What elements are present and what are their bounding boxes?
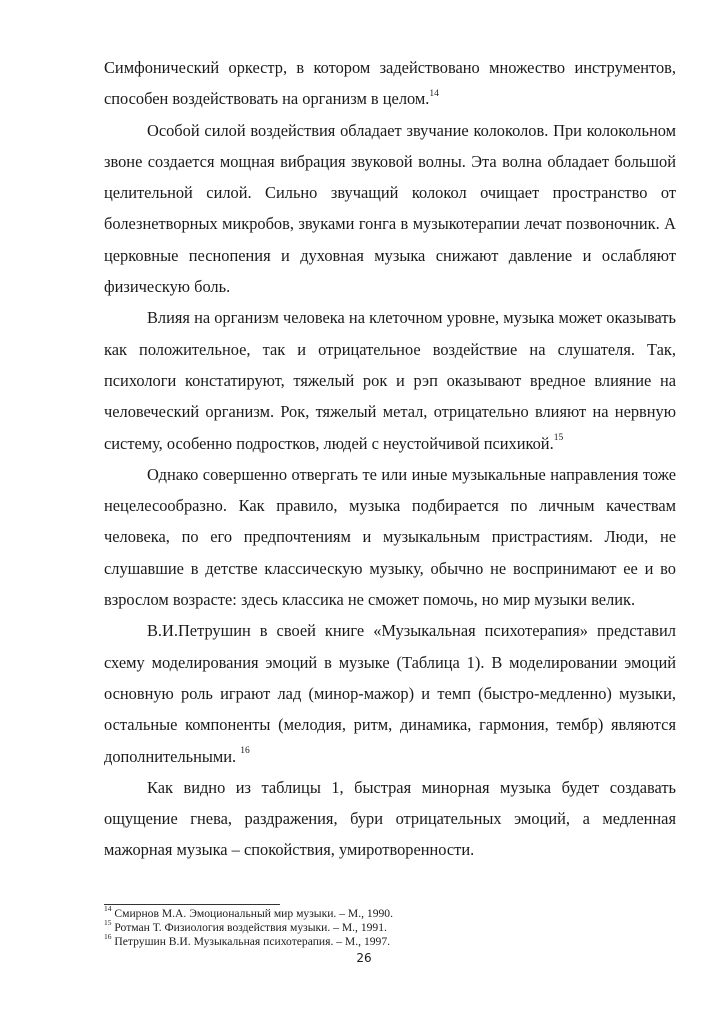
- footnote-ref-15: 15: [553, 433, 564, 444]
- body-text: [104, 52, 676, 866]
- footnote-separator: [104, 904, 280, 905]
- footnote-number: 14: [104, 904, 112, 914]
- footnote-ref-14: 14: [429, 88, 439, 99]
- paragraph-text: Симфонический оркестр, в котором задействовано множество инструментов, способен воздействовать на организм в целом.: [104, 58, 676, 109]
- paragraph-1: [104, 52, 676, 115]
- footnote-number: 16: [104, 932, 112, 942]
- paragraph-2: [104, 115, 676, 303]
- paragraph-text: В.И.Петрушин в своей книге «Музыкальная психотерапия» представил схему моделирования эмоций в музыке (Таблица 1). В моделировании эмоций основную роль играют лад (минор-мажор) и темп (быстро-медленно) музыки, остальные компоненты (мелодия, ритм, динамика, гармония, тембр) являются дополнительными.: [104, 621, 676, 766]
- page-number: 26: [356, 951, 372, 965]
- footnote-text: Ротман Т. Физиология воздействия музыки. – М., 1991.: [111, 921, 387, 934]
- paragraph-text: Как видно из таблицы 1, быстрая минорная музыка будет создавать ощущение гнева, раздражения, бури отрицательных эмоций, а медленная мажорная музыка – спокойствия, умиротворенности.: [104, 777, 676, 860]
- paragraph-text: Особой силой воздействия обладает звучание колоколов. При колокольном звоне создается мощная вибрация звуковой волны. Эта волна обладает большой целительной силой. Сильно звучащий колокол очищает пространство от болезнетворных микробов, звуками гонга в музыкотерапии лечат позвоночник. А церковные песнопения и духовная музыка снижают давление и ослабляют физическую боль.: [104, 120, 676, 297]
- footnote-number: 15: [104, 918, 112, 928]
- footnote-14: [104, 904, 676, 921]
- paragraph-4: [104, 459, 676, 615]
- footnotes: [104, 904, 676, 949]
- paragraph-6: [104, 772, 676, 866]
- paragraph-text: Влияя на организм человека на клеточном уровне, музыка может оказывать как положительное, так и отрицательное воздействие на слушателя. Так, психологи констатируют, тяжелый рок и рэп оказывают вредное влияние на человеческий организм. Рок, тяжелый метал, отрицательно влияют на нервную систему, особенно подростков, людей с неустойчивой психикой.: [104, 308, 676, 453]
- footnote-text: Петрушин В.И. Музыкальная психотерапия. – М., 1997.: [111, 935, 391, 948]
- footnote-15: [104, 918, 676, 935]
- paragraph-3: [104, 302, 676, 458]
- footnote-text: Смирнов М.А. Эмоциональный мир музыки. – М., 1990.: [111, 907, 393, 920]
- paragraph-5: [104, 615, 676, 771]
- footnote-ref-16: 16: [240, 746, 250, 757]
- paragraph-text: Однако совершенно отвергать те или иные музыкальные направления тоже нецелесообразно. Как правило, музыка подбирается по личным качествам человека, по его предпочтениям и музыкальным пристрастиям. Люди, не слушавшие в детстве классическую музыку, обычно не воспринимают ее и во взрослом возрасте: здесь классика не сможет помочь, но мир музыки велик.: [104, 464, 676, 610]
- footnote-16: [104, 932, 676, 949]
